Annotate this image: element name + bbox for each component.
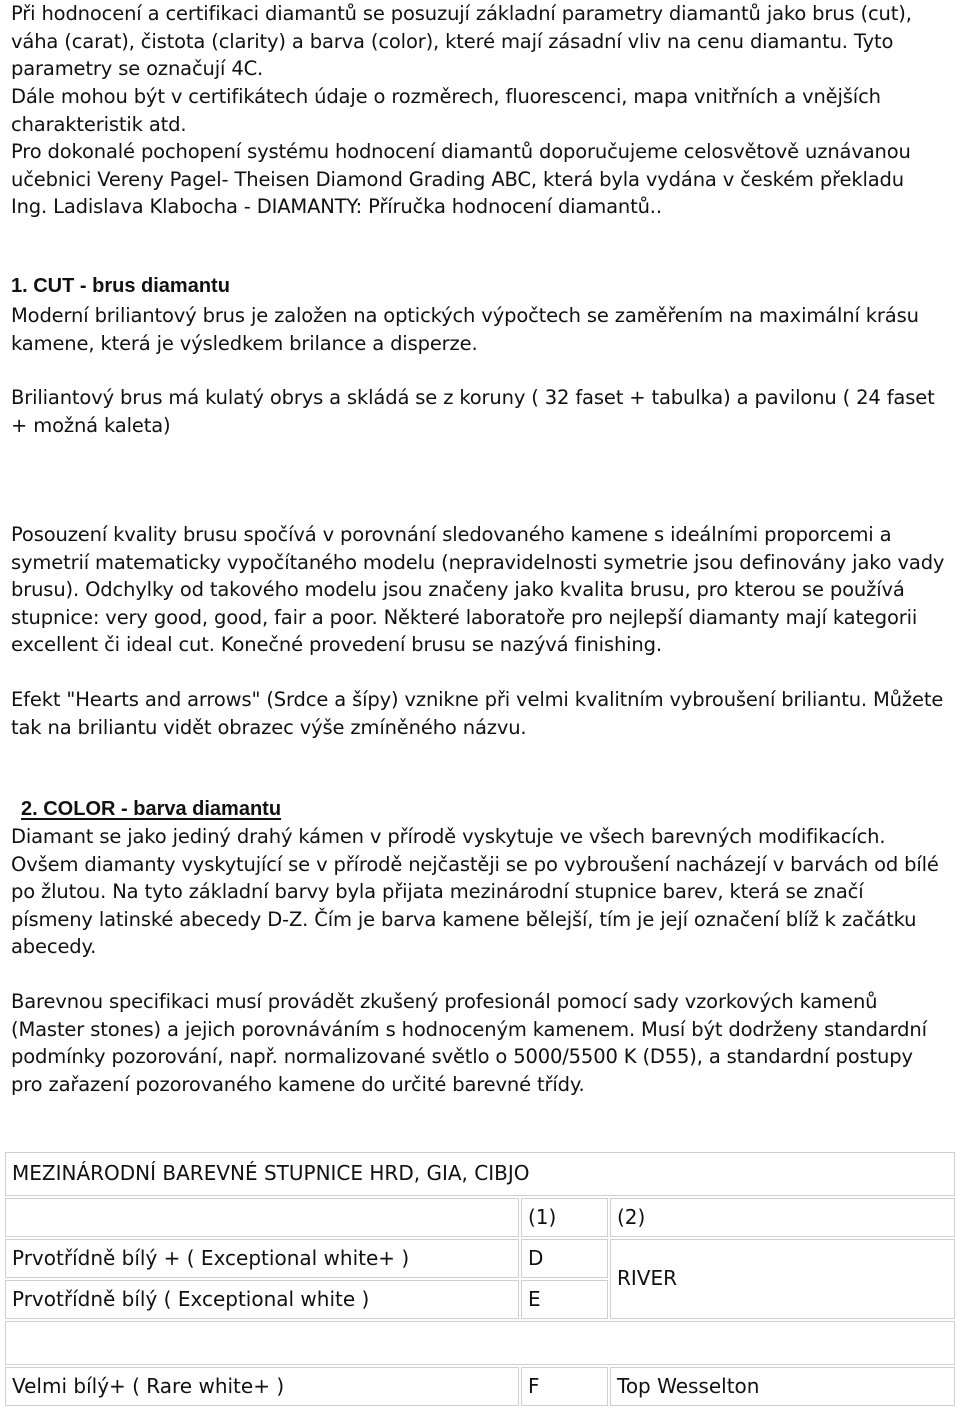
cut-paragraph-facets: Briliantový brus má kulatý obrys a skládá se z koruny ( 32 faset + tabulka) a pavilonu ( 24 faset + možná kaleta) (11, 386, 935, 437)
table-header-empty (5, 1198, 519, 1237)
cut-paragraph-hearts-arrows: Efekt "Hearts and arrows" (Srdce a šípy) vznikne při velmi kvalitním vybroušení briliantu. Můžete tak na briliantu vidět obrazec výše zmíněného názvu. (11, 688, 944, 739)
table-title: MEZINÁRODNÍ BAREVNÉ STUPNICE HRD, GIA, CIBJO (5, 1152, 955, 1196)
cut-paragraph-optics: Moderní briliantový brus je založen na optických výpočtech se zaměřením na maximální krásu kamene, která je výsledkem brilance a disperze. (11, 304, 919, 355)
table-header-col2: (2) (610, 1198, 955, 1237)
table-title-row (5, 1152, 955, 1196)
intro-paragraph-textbook: Pro dokonalé pochopení systému hodnocení diamantů doporučujeme celosvětově uznávanou učebnici Vereny Pagel- Theisen Diamond Grading ABC, která byla vydána v českém překladu Ing. Ladislava Klabocha - DIAMANTY: Příručka hodnocení diamantů.. (11, 140, 911, 218)
grade-name: Prvotřídně bílý ( Exceptional white ) (5, 1280, 519, 1319)
intro-paragraph-4c: Při hodnocení a certifikaci diamantů se posuzují základní parametry diamantů jako brus (cut), váha (carat), čistota (clarity) a barva (color), které mají zásadní vliv na cenu diamantu. Tyto parametry se označují 4C. (11, 2, 912, 80)
table-empty-cell (5, 1321, 955, 1365)
intro-paragraph-certificates: Dále mohou být v certifikátech údaje o rozměrech, fluorescenci, mapa vnitřních a vnějších charakteristik atd. (11, 85, 881, 136)
table-row (5, 1367, 955, 1406)
cut-paragraph-quality: Posouzení kvality brusu spočívá v porovnání sledovaného kamene s ideálními proporcemi a symetrií matematicky vypočítaného modelu (nepravidelnosti symetrie jsou definovány jako vady brusu). Odchylky od takového modelu jsou značeny jako kvalita brusu, pro kterou se používá stupnice: very good, good, fair a poor. Některé laboratoře pro nejlepší diamanty mají kategorii excellent či ideal cut. Konečné provedení brusu se nazývá finishing. (11, 523, 945, 656)
color-paragraph-scale: Diamant se jako jediný drahý kámen v přírodě vyskytuje ve všech barevných modifikacích. Ovšem diamanty vyskytující se v přírodě nejčastěji se po vybroušení nacházejí v barvách od bílé po žlutou. Na tyto základní barvy byla přijata mezinárodní stupnice barev, která se značí písmeny latinské abecedy D-Z. Čím je barva kamene bělejší, tím je její označení blíž k začátku abecedy. (11, 825, 939, 958)
grade-letter: E (521, 1280, 608, 1319)
grade-trade-name: Top Wesselton (610, 1367, 955, 1406)
grade-letter: F (521, 1367, 608, 1406)
color-heading: 2. COLOR - barva diamantu (21, 798, 282, 820)
table-spacer-row (5, 1321, 955, 1365)
color-grade-table (3, 1150, 957, 1408)
table-header-col1: (1) (521, 1198, 608, 1237)
color-paragraph-master-stones: Barevnou specifikaci musí provádět zkušený profesionál pomocí sady vzorkových kamenů (Master stones) a jejich porovnáváním s hodnoceným kamenem. Musí být dodrženy standardní podmínky pozorování, např. normalizované světlo o 5000/5500 K (D55), a standardní postupy pro zařazení pozorovaného kamene do určité barevné třídy. (11, 990, 927, 1096)
table-row (5, 1239, 955, 1278)
grade-trade-name: RIVER (610, 1239, 955, 1319)
grade-name: Velmi bílý+ ( Rare white+ ) (5, 1367, 519, 1406)
grade-name: Prvotřídně bílý + ( Exceptional white+ ) (5, 1239, 519, 1278)
table-header-row (5, 1198, 955, 1237)
grade-letter: D (521, 1239, 608, 1278)
cut-heading: 1. CUT - brus diamantu (11, 275, 230, 297)
